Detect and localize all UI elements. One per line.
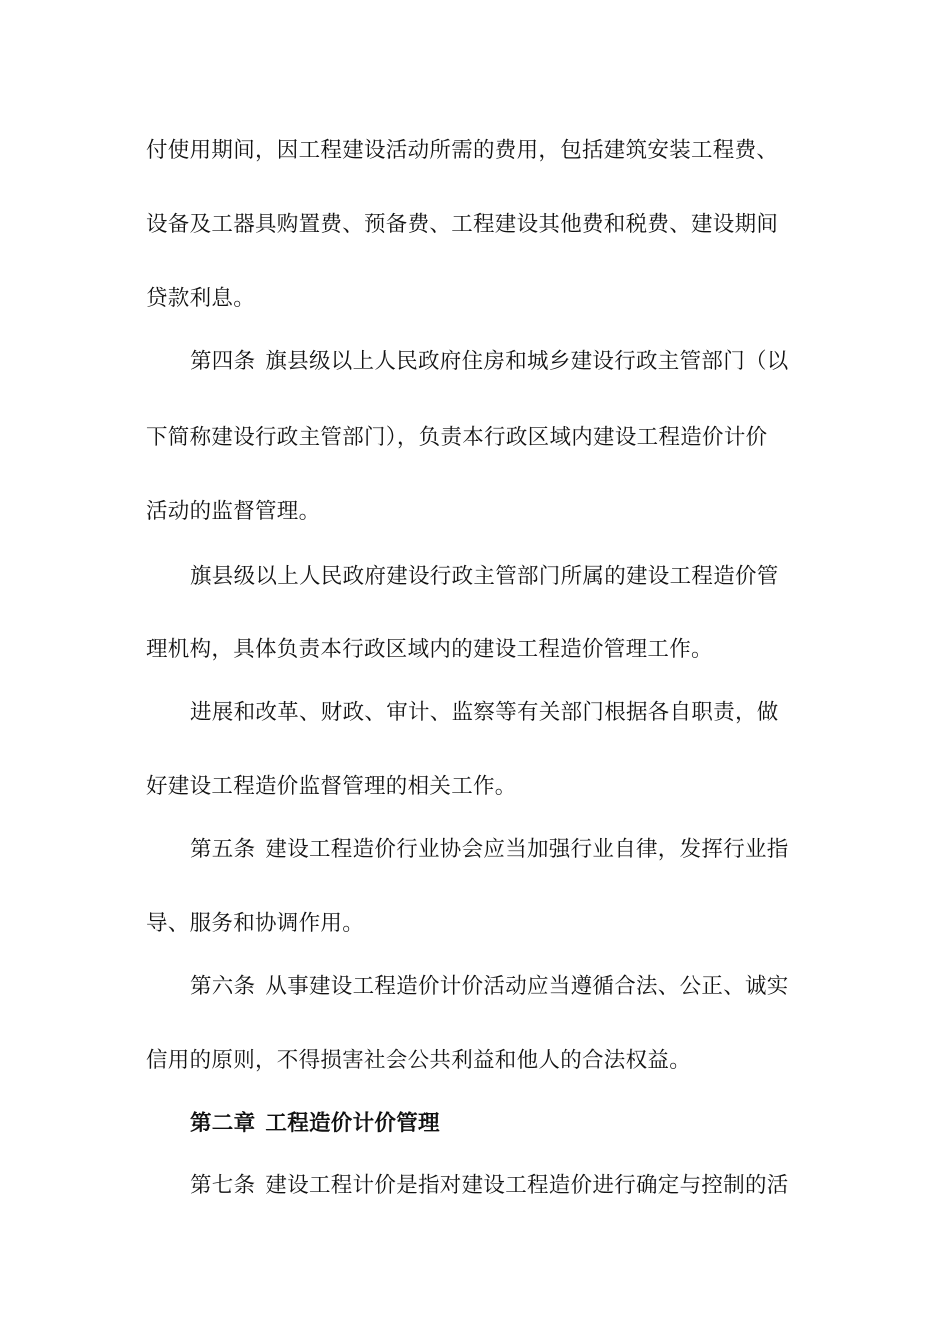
line-text: 付使用期间，因工程建设活动所需的费用，包括建筑安装工程费、 bbox=[146, 138, 779, 163]
line-text: 旗县级以上人民政府住房和城乡建设行政主管部门（以 bbox=[265, 349, 789, 374]
article-7-paragraph bbox=[190, 1172, 860, 1200]
text-line bbox=[146, 773, 816, 801]
line-text: 设备及工器具购置费、预备费、工程建设其他费和税费、建设期间 bbox=[146, 212, 779, 237]
line-text: 进展和改革、财政、审计、监察等有关部门根据各自职责，做 bbox=[190, 700, 779, 725]
chapter-number: 第二章 bbox=[190, 1111, 256, 1136]
article-number: 第五条 bbox=[190, 837, 256, 862]
chapter-heading bbox=[190, 1110, 860, 1138]
line-text: 从事建设工程造价计价活动应当遵循合法、公正、诚实 bbox=[265, 974, 789, 999]
article-number: 第六条 bbox=[190, 974, 256, 999]
line-text: 旗县级以上人民政府建设行政主管部门所属的建设工程造价管 bbox=[190, 564, 779, 589]
line-text: 活动的监督管理。 bbox=[146, 499, 321, 524]
line-text: 建设工程造价行业协会应当加强行业自律，发挥行业指 bbox=[265, 837, 789, 862]
article-number: 第七条 bbox=[190, 1173, 256, 1198]
article-6-paragraph bbox=[190, 973, 860, 1001]
text-line bbox=[146, 424, 816, 452]
text-line bbox=[146, 910, 816, 938]
text-line bbox=[190, 563, 860, 591]
text-line bbox=[146, 137, 816, 165]
line-text: 下简称建设行政主管部门），负责本行政区域内建设工程造价计价 bbox=[146, 425, 768, 450]
line-text: 好建设工程造价监督管理的相关工作。 bbox=[146, 774, 517, 799]
line-text: 导、服务和协调作用。 bbox=[146, 911, 365, 936]
line-text: 建设工程计价是指对建设工程造价进行确定与控制的活 bbox=[265, 1173, 789, 1198]
text-line bbox=[146, 1047, 816, 1075]
text-line bbox=[146, 636, 816, 664]
text-line bbox=[146, 211, 816, 239]
line-text: 贷款利息。 bbox=[146, 286, 256, 311]
article-5-paragraph bbox=[190, 836, 860, 864]
text-line bbox=[146, 285, 816, 313]
chapter-title: 工程造价计价管理 bbox=[265, 1111, 440, 1136]
line-text: 信用的原则，不得损害社会公共利益和他人的合法权益。 bbox=[146, 1048, 692, 1073]
text-line bbox=[190, 699, 860, 727]
text-line bbox=[146, 498, 816, 526]
article-number: 第四条 bbox=[190, 349, 256, 374]
line-text: 理机构，具体负责本行政区域内的建设工程造价管理工作。 bbox=[146, 637, 713, 662]
article-4-paragraph bbox=[190, 348, 860, 376]
